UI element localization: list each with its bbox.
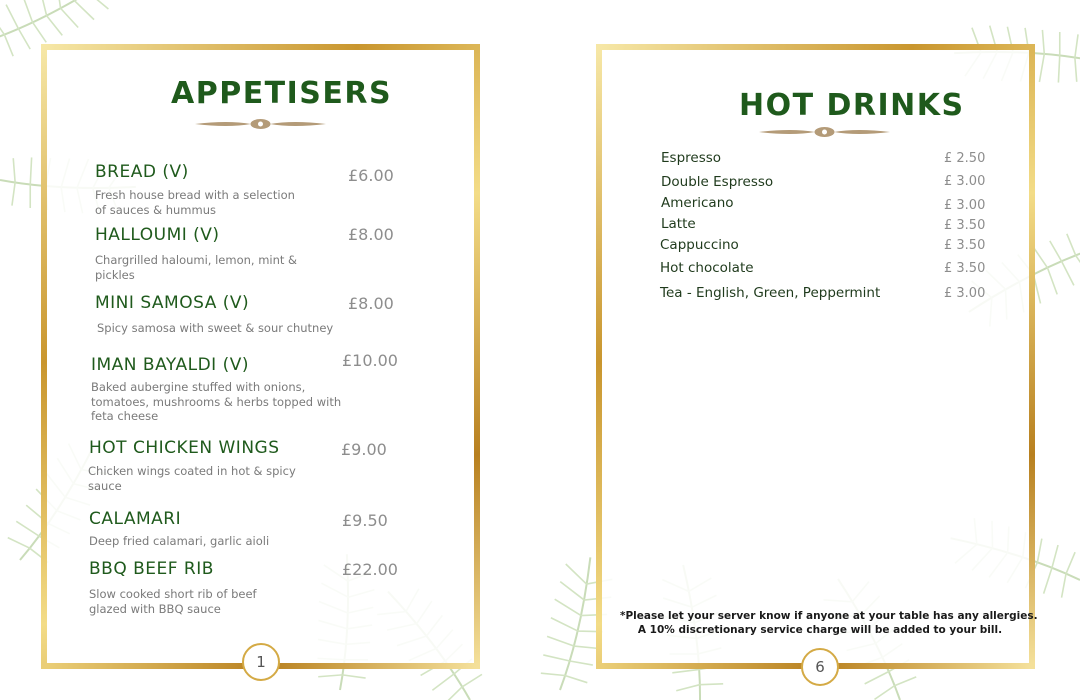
dish-price: £6.00 [348,166,394,185]
dish-description: Chicken wings coated in hot & spicy sauce [88,464,296,493]
drink-name: Hot chocolate [660,260,754,276]
dish-price: £22.00 [342,560,398,579]
drink-price: £ 3.00 [944,174,986,189]
dish-description: Spicy samosa with sweet & sour chutney [97,321,334,335]
drink-price: £ 3.00 [944,286,986,301]
dish-description: Baked aubergine stuffed with onions, tomatoes, mushrooms & herbs topped with feta cheese [91,380,342,423]
dish-name: CALAMARI [89,509,182,529]
dish-name: IMAN BAYALDI (V) [91,355,249,375]
dish-name: HOT CHICKEN WINGS [89,438,280,458]
dish-name: HALLOUMI (V) [95,225,220,245]
dish-description: Slow cooked short rib of beef glazed with BBQ sauce [89,587,257,616]
drink-name: Latte [661,216,696,232]
dish-price: £9.50 [342,511,388,530]
dish-description: Fresh house bread with a selection of sauces & hummus [95,188,295,217]
title-flourish-ornament [193,116,328,132]
page-number-badge: 6 [801,648,839,686]
hot-drinks-title: HOT DRINKS [739,88,965,123]
drink-name: Espresso [661,150,722,166]
dish-description: Chargrilled haloumi, lemon, mint & pickles [95,253,298,282]
drink-price: £ 3.50 [944,261,986,276]
page-number-badge: 1 [242,643,280,681]
dish-price: £8.00 [348,294,394,313]
drink-name: Double Espresso [661,174,774,190]
drink-name: Tea - English, Green, Peppermint [660,285,881,301]
drink-price: £ 3.50 [944,238,986,253]
dish-price: £10.00 [342,351,398,370]
dish-name: BBQ BEEF RIB [89,559,214,579]
dish-name: BREAD (V) [95,162,189,182]
dish-description: Deep fried calamari, garlic aioli [89,534,270,548]
appetisers-title: APPETISERS [171,76,393,111]
allergy-note: *Please let your server know if anyone at your table has any allergies. [620,610,1038,622]
drink-name: Cappuccino [660,237,739,253]
drink-price: £ 3.50 [944,218,986,233]
drink-price: £ 2.50 [944,151,986,166]
drink-price: £ 3.00 [944,198,986,213]
dish-price: £8.00 [348,225,394,244]
title-flourish-ornament [757,124,892,140]
dish-name: MINI SAMOSA (V) [95,293,250,313]
dish-price: £9.00 [341,440,387,459]
drink-name: Americano [661,195,734,211]
service-charge-note: A 10% discretionary service charge will be added to your bill. [637,624,1003,636]
